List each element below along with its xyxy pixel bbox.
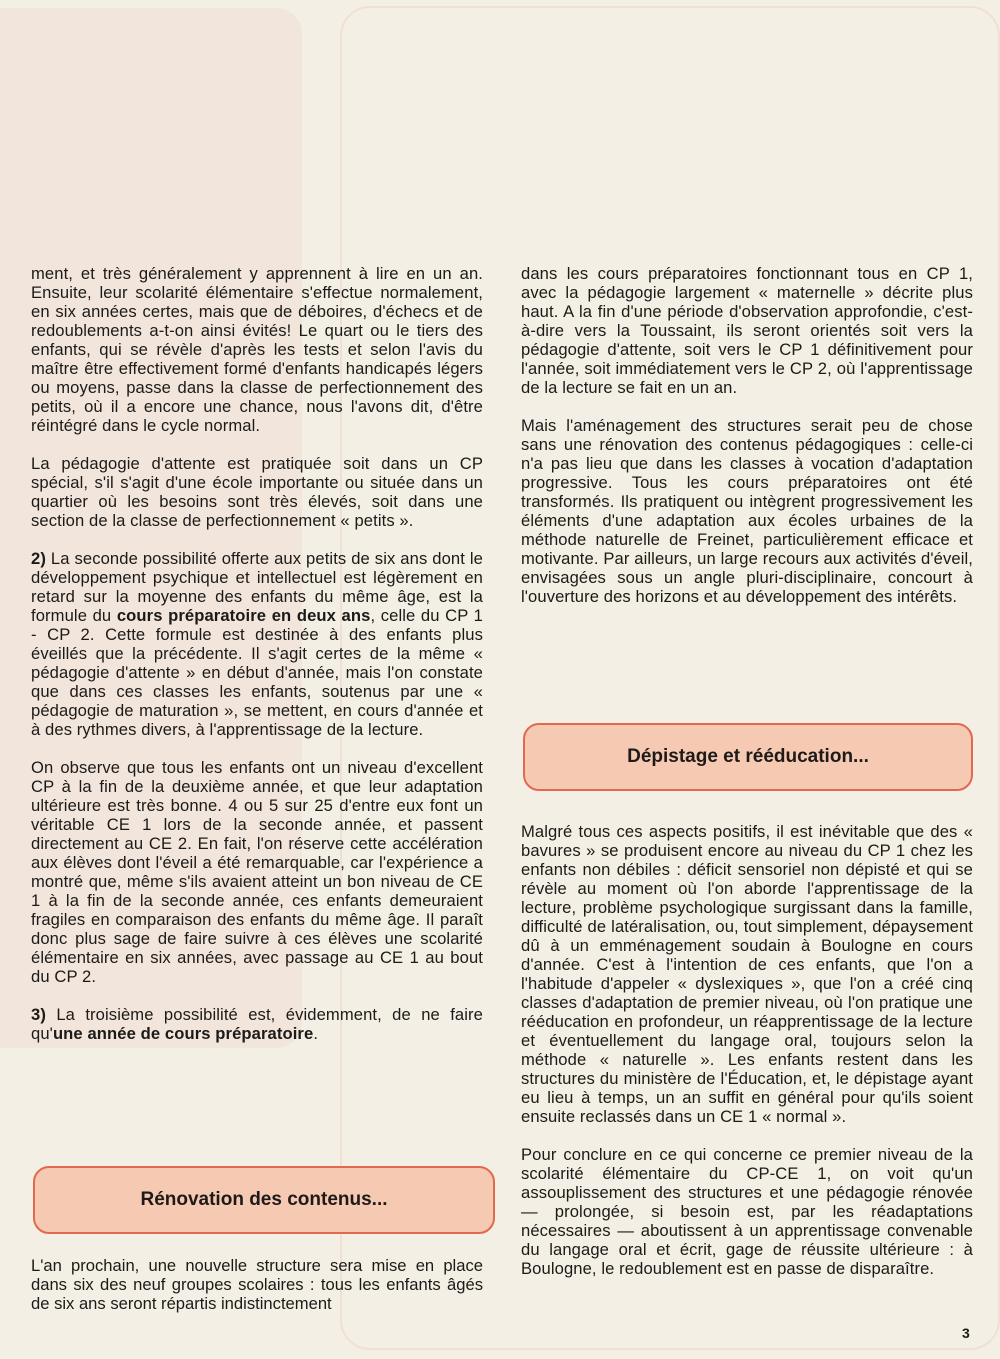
right-paragraph-2: Mais l'aménagement des structures serait peu de chose sans une rénovation des contenus pédagogiques : celle-ci n'a pas lieu que dans les classes à vocation d'adaptation progressive. Tous les cours préparatoires ont été transformés. Ils pratiquent ou intègrent progressivement les éléments d'une adaptation aux écoles urbaines de la méthode naturelle de Freinet, particulièrement efficace et motivante. Par ailleurs, un large recours aux activités d'éveil, envisagées sous un angle pluri-disciplinaire, concourt à l'ouverture des horizons et au développement des intérêts. — [521, 416, 973, 606]
text-run: La troisième possibilité est, évidemment, de ne faire qu' — [31, 1005, 483, 1043]
page-number: 3 — [962, 1325, 970, 1341]
right-paragraph-1: dans les cours préparatoires fonctionnant tous en CP 1, avec la pédagogie largement « maternelle » décrite plus haut. A la fin d'une période d'observation approfondie, c'est-à-dire vers la Toussaint, ils seront orientés soit vers la pédagogie d'attente, soit vers le CP 1 définitivement pour l'année, soit immédiatement vers le CP 2, où l'apprentissage de la lecture se fait en un an. — [521, 264, 973, 397]
left-paragraph-3 — [31, 549, 483, 739]
left-paragraph-2: La pédagogie d'attente est pratiquée soit dans un CP spécial, s'il s'agit d'une école importante ou située dans un quartier où les besoins sont très élevés, soit dans une section de la classe de perfectionnement « petits ». — [31, 454, 483, 530]
left-column — [31, 264, 483, 1062]
bold-run: cours préparatoire en deux ans — [116, 606, 371, 625]
bold-run: une année de cours préparatoire — [52, 1024, 314, 1043]
section-heading-renovation: Rénovation des contenus... — [33, 1166, 495, 1234]
left-paragraph-4: On observe que tous les enfants ont un niveau d'excellent CP à la fin de la deuxième année, et que leur adaptation ultérieure est très bonne. 4 ou 5 sur 25 d'entre eux font un véritable CE 1 lors de la seconde année, et passent directement au CE 2. En fait, l'on réserve cette accélération aux élèves dont l'éveil a été remarquable, car l'expérience a montré que, même s'ils avaient atteint un bon niveau de CE 1 à la fin de la seconde année, ces enfants demeuraient fragiles en comparaison des enfants du même âge. Il paraît donc plus sage de faire suivre à ces élèves une scolarité élémentaire en six années, avec passage au CE 1 au bout du CP 2. — [31, 758, 483, 986]
right-paragraph-4: Pour conclure en ce qui concerne ce premier niveau de la scolarité élémentaire du CP-CE 1, on voit qu'un assouplissement des structures et une pédagogie rénovée — prolongée, si besoin est, par les réadaptations nécessaires — aboutissent à un apprentissage convenable du langage oral et écrit, gage de réussite ultérieure : à Boulogne, le redoublement est en passe de disparaître. — [521, 1145, 973, 1278]
right-column-lower — [521, 822, 973, 1297]
right-column — [521, 264, 973, 625]
section-heading-depistage: Dépistage et rééducation... — [523, 723, 973, 791]
text-run: . — [313, 1024, 319, 1043]
list-number: 3) — [31, 1005, 46, 1024]
left-paragraph-6: L'an prochain, une nouvelle structure sera mise en place dans six des neuf groupes scolaires : tous les enfants âgés de six ans seront répartis indistinctement — [31, 1256, 483, 1313]
text-run: , celle du CP 1 - CP 2. Cette formule est destinée à des enfants plus éveillés que la précédente. Il s'agit certes de la même « pédagogie d'attente » en début d'année, mais l'on constate que dans ces classes les enfants, soutenus par une « pédagogie de maturation », se mettent, en cours d'année et à des rythmes divers, à l'apprentissage de la lecture. — [31, 606, 483, 739]
left-paragraph-1: ment, et très généralement y apprennent à lire en un an. Ensuite, leur scolarité élémentaire s'effectue normalement, en six années certes, mais que de déboires, d'échecs et de redoublements a-t-on ainsi évités! Le quart ou le tiers des enfants, qui se révèle d'après les tests et selon l'avis du maître être effectivement formé d'enfants handicapés légers ou moyens, passe dans la classe de perfectionnement des petits, où il a encore une chance, nous l'avons dit, d'être réintégré dans le cycle normal. — [31, 264, 483, 435]
text-run: La seconde possibilité offerte aux petits de six ans dont le développement psychique et intellectuel est légèrement en retard sur la moyenne des enfants du même âge, est la formule du — [31, 549, 483, 625]
list-number: 2) — [31, 549, 46, 568]
left-paragraph-5 — [31, 1005, 483, 1043]
right-paragraph-3: Malgré tous ces aspects positifs, il est inévitable que des « bavures » se produisent encore au niveau du CP 1 chez les enfants non débiles : déficit sensoriel non dépisté et qui se révèle au moment où l'on aborde l'apprentissage de la lecture, problème psychologique surgissant dans la famille, difficulté de latéralisation, ou, tout simplement, dépaysement dû à un emménagement soudain à Boulogne en cours d'année. C'est à l'intention de ces enfants, que l'on a l'habitude d'appeler « dyslexiques », que l'on a créé cinq classes d'adaptation de premier niveau, où l'on pratique une rééducation en profondeur, un réapprentissage de la lecture et éventuellement du langage oral, toujours selon la méthode « naturelle ». Les enfants restent dans les structures du ministère de l'Éducation, et, le dépistage ayant eu lieu à temps, un an suffit en général pour qu'ils soient ensuite reclassés dans un CE 1 « normal ». — [521, 822, 973, 1126]
